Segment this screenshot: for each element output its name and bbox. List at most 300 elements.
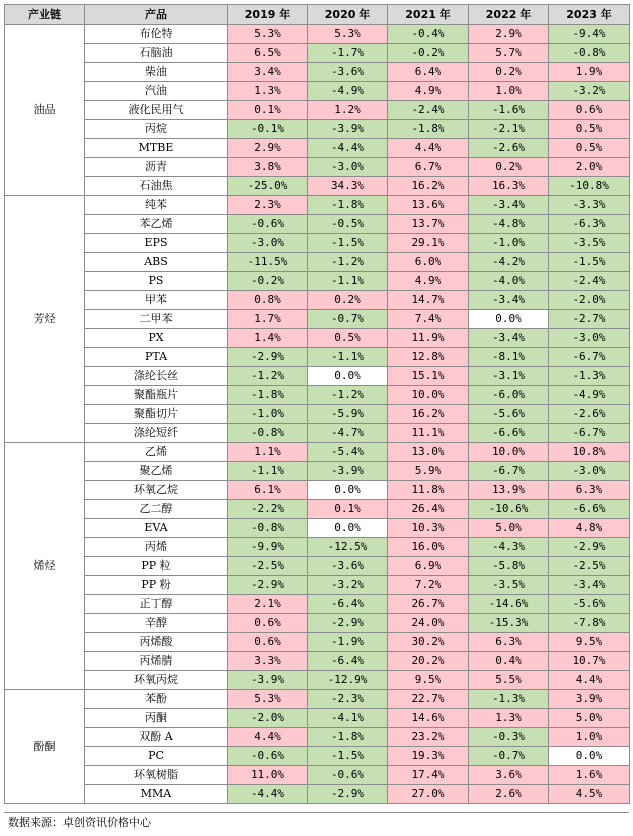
value-cell: 6.7% [388,158,469,177]
value-cell: 2.0% [549,158,630,177]
value-cell: 1.0% [549,728,630,747]
value-cell: 6.3% [469,633,549,652]
value-cell: 11.1% [388,424,469,443]
value-cell: -4.9% [549,386,630,405]
value-cell: 1.3% [469,709,549,728]
table-row [5,348,630,367]
value-cell: -0.3% [469,728,549,747]
product-name: 辛醇 [85,614,228,633]
value-cell: -9.9% [228,538,308,557]
table-row [5,576,630,595]
table-row [5,766,630,785]
value-cell: 2.9% [228,139,308,158]
value-cell: 0.2% [469,158,549,177]
value-cell: -4.7% [308,424,388,443]
table-body [5,25,630,804]
value-cell: -5.4% [308,443,388,462]
product-name: 聚酯切片 [85,405,228,424]
product-name: 环氧乙烷 [85,481,228,500]
value-cell: 0.0% [308,519,388,538]
value-cell: 27.0% [388,785,469,804]
product-name: EVA [85,519,228,538]
value-cell: 5.9% [388,462,469,481]
header-product: 产品 [85,5,228,25]
product-name: 布伦特 [85,25,228,44]
value-cell: -4.4% [308,139,388,158]
product-name: 环氧丙烷 [85,671,228,690]
value-cell: 10.0% [469,443,549,462]
value-cell: -3.3% [549,196,630,215]
value-cell: -3.4% [469,196,549,215]
value-cell: 13.0% [388,443,469,462]
value-cell: -2.4% [549,272,630,291]
value-cell: 5.3% [228,690,308,709]
value-cell: -12.5% [308,538,388,557]
table-row [5,25,630,44]
product-name: 正丁醇 [85,595,228,614]
table-row [5,253,630,272]
price-change-table [4,4,630,804]
table-row [5,63,630,82]
value-cell: -1.9% [308,633,388,652]
table-row [5,291,630,310]
value-cell: 7.4% [388,310,469,329]
value-cell: -3.4% [469,291,549,310]
value-cell: -2.3% [308,690,388,709]
value-cell: 6.1% [228,481,308,500]
value-cell: 14.7% [388,291,469,310]
value-cell: 1.7% [228,310,308,329]
value-cell: -1.3% [549,367,630,386]
value-cell: -6.4% [308,652,388,671]
chain-group-label: 烯烃 [5,443,85,690]
value-cell: 10.0% [388,386,469,405]
product-name: EPS [85,234,228,253]
value-cell: 4.4% [388,139,469,158]
value-cell: -3.4% [469,329,549,348]
value-cell: 24.0% [388,614,469,633]
value-cell: -5.6% [469,405,549,424]
value-cell: -2.9% [308,614,388,633]
chain-group-label: 油品 [5,25,85,196]
value-cell: 16.2% [388,405,469,424]
value-cell: 14.6% [388,709,469,728]
value-cell: 6.5% [228,44,308,63]
value-cell: -1.6% [469,101,549,120]
value-cell: -8.1% [469,348,549,367]
value-cell: -1.5% [549,253,630,272]
value-cell: 7.2% [388,576,469,595]
value-cell: -2.0% [228,709,308,728]
value-cell: 29.1% [388,234,469,253]
value-cell: 1.4% [228,329,308,348]
value-cell: -6.7% [549,348,630,367]
table-row [5,329,630,348]
value-cell: -1.8% [308,728,388,747]
value-cell: -1.2% [228,367,308,386]
value-cell: -1.1% [308,348,388,367]
value-cell: 0.1% [228,101,308,120]
value-cell: 11.8% [388,481,469,500]
table-row [5,82,630,101]
value-cell: 19.3% [388,747,469,766]
header-2021: 2021 年 [388,5,469,25]
value-cell: -5.9% [308,405,388,424]
value-cell: -1.8% [228,386,308,405]
value-cell: 3.8% [228,158,308,177]
value-cell: -4.2% [469,253,549,272]
value-cell: 22.7% [388,690,469,709]
value-cell: -4.9% [308,82,388,101]
value-cell: 2.3% [228,196,308,215]
value-cell: -3.4% [549,576,630,595]
value-cell: 26.7% [388,595,469,614]
value-cell: 15.1% [388,367,469,386]
value-cell: -6.0% [469,386,549,405]
value-cell: -6.7% [469,462,549,481]
value-cell: -5.6% [549,595,630,614]
product-name: 液化民用气 [85,101,228,120]
value-cell: -0.6% [228,215,308,234]
source-divider [4,812,629,813]
table-row [5,424,630,443]
value-cell: 0.0% [469,310,549,329]
value-cell: 11.0% [228,766,308,785]
value-cell: -2.1% [469,120,549,139]
product-name: 乙烯 [85,443,228,462]
product-name: 涤纶短纤 [85,424,228,443]
value-cell: -25.0% [228,177,308,196]
value-cell: -7.8% [549,614,630,633]
value-cell: -3.0% [228,234,308,253]
value-cell: 1.6% [549,766,630,785]
value-cell: -3.0% [308,158,388,177]
value-cell: -1.8% [308,196,388,215]
value-cell: -6.7% [549,424,630,443]
value-cell: -1.1% [308,272,388,291]
source-note: 数据来源：卓创资讯价格中心 [8,816,151,829]
product-name: 聚乙烯 [85,462,228,481]
value-cell: -2.4% [388,101,469,120]
table-row [5,633,630,652]
product-name: 苯乙烯 [85,215,228,234]
value-cell: -3.6% [308,63,388,82]
value-cell: -2.0% [549,291,630,310]
value-cell: -6.6% [469,424,549,443]
table-row [5,462,630,481]
value-cell: 16.3% [469,177,549,196]
value-cell: -1.2% [308,386,388,405]
header-2023: 2023 年 [549,5,630,25]
value-cell: -9.4% [549,25,630,44]
value-cell: -4.3% [469,538,549,557]
value-cell: 23.2% [388,728,469,747]
table-row [5,614,630,633]
value-cell: -14.6% [469,595,549,614]
value-cell: -3.0% [549,462,630,481]
chain-group-label: 酚酮 [5,690,85,804]
value-cell: -1.0% [469,234,549,253]
table-row [5,272,630,291]
value-cell: 2.6% [469,785,549,804]
value-cell: 0.6% [228,633,308,652]
table-row [5,196,630,215]
value-cell: -0.1% [228,120,308,139]
product-name: 环氧树脂 [85,766,228,785]
value-cell: -0.8% [228,424,308,443]
product-name: 汽油 [85,82,228,101]
value-cell: -4.8% [469,215,549,234]
value-cell: -3.6% [308,557,388,576]
value-cell: 0.1% [308,500,388,519]
header-row [5,5,630,25]
value-cell: -0.5% [308,215,388,234]
value-cell: -2.2% [228,500,308,519]
value-cell: 5.5% [469,671,549,690]
table-row [5,671,630,690]
table-row [5,709,630,728]
value-cell: -10.8% [549,177,630,196]
value-cell: 1.1% [228,443,308,462]
value-cell: -0.6% [228,747,308,766]
value-cell: -5.8% [469,557,549,576]
value-cell: 4.9% [388,82,469,101]
table-row [5,690,630,709]
value-cell: 2.9% [469,25,549,44]
table-row [5,177,630,196]
value-cell: 16.0% [388,538,469,557]
product-name: PTA [85,348,228,367]
product-name: 石脑油 [85,44,228,63]
product-name: 二甲苯 [85,310,228,329]
product-name: 双酚 A [85,728,228,747]
product-name: PP 粒 [85,557,228,576]
product-name: 甲苯 [85,291,228,310]
table-row [5,747,630,766]
product-name: 石油焦 [85,177,228,196]
value-cell: 0.8% [228,291,308,310]
value-cell: -0.6% [308,766,388,785]
value-cell: 4.8% [549,519,630,538]
value-cell: 4.4% [549,671,630,690]
table-row [5,405,630,424]
value-cell: -0.7% [469,747,549,766]
product-name: PC [85,747,228,766]
value-cell: 3.3% [228,652,308,671]
product-name: 丙烯腈 [85,652,228,671]
value-cell: -2.6% [469,139,549,158]
product-name: 丙烷 [85,120,228,139]
table-row [5,139,630,158]
value-cell: 0.0% [549,747,630,766]
header-2022: 2022 年 [469,5,549,25]
value-cell: -1.5% [308,747,388,766]
product-name: ABS [85,253,228,272]
value-cell: -2.9% [228,348,308,367]
value-cell: -2.5% [549,557,630,576]
value-cell: 1.3% [228,82,308,101]
value-cell: -1.2% [308,253,388,272]
table-row [5,785,630,804]
value-cell: 20.2% [388,652,469,671]
table-row [5,310,630,329]
table-row [5,120,630,139]
value-cell: 0.0% [308,367,388,386]
value-cell: 0.5% [308,329,388,348]
value-cell: 10.3% [388,519,469,538]
product-name: PP 粉 [85,576,228,595]
value-cell: -0.8% [228,519,308,538]
value-cell: -3.9% [228,671,308,690]
table-row [5,215,630,234]
value-cell: -4.1% [308,709,388,728]
value-cell: 5.0% [469,519,549,538]
value-cell: -2.9% [228,576,308,595]
value-cell: -0.2% [228,272,308,291]
value-cell: 0.0% [308,481,388,500]
value-cell: -3.9% [308,462,388,481]
value-cell: 0.6% [549,101,630,120]
value-cell: -3.5% [469,576,549,595]
product-name: 聚酯瓶片 [85,386,228,405]
value-cell: 2.1% [228,595,308,614]
table-row [5,519,630,538]
value-cell: -1.1% [228,462,308,481]
value-cell: 4.4% [228,728,308,747]
value-cell: 0.5% [549,139,630,158]
product-name: 苯酚 [85,690,228,709]
value-cell: 4.9% [388,272,469,291]
product-name: 丙烯 [85,538,228,557]
value-cell: -3.2% [308,576,388,595]
value-cell: 11.9% [388,329,469,348]
value-cell: 30.2% [388,633,469,652]
value-cell: -1.3% [469,690,549,709]
value-cell: -1.0% [228,405,308,424]
value-cell: 5.3% [308,25,388,44]
value-cell: 10.7% [549,652,630,671]
product-name: MMA [85,785,228,804]
table-row [5,481,630,500]
value-cell: -12.9% [308,671,388,690]
value-cell: -6.6% [549,500,630,519]
value-cell: -2.7% [549,310,630,329]
value-cell: -0.8% [549,44,630,63]
table-row [5,234,630,253]
value-cell: -15.3% [469,614,549,633]
value-cell: -4.0% [469,272,549,291]
table-row [5,158,630,177]
table-row [5,443,630,462]
chain-group-label: 芳烃 [5,196,85,443]
table-row [5,44,630,63]
product-name: 纯苯 [85,196,228,215]
value-cell: 34.3% [308,177,388,196]
value-cell: 13.9% [469,481,549,500]
value-cell: 1.0% [469,82,549,101]
value-cell: 6.3% [549,481,630,500]
table-row [5,557,630,576]
value-cell: 6.0% [388,253,469,272]
value-cell: -6.3% [549,215,630,234]
value-cell: 13.7% [388,215,469,234]
product-name: PS [85,272,228,291]
value-cell: 9.5% [388,671,469,690]
value-cell: -2.9% [308,785,388,804]
table-row [5,367,630,386]
value-cell: 1.9% [549,63,630,82]
table-row [5,101,630,120]
value-cell: -0.7% [308,310,388,329]
value-cell: -2.9% [549,538,630,557]
table-row [5,728,630,747]
value-cell: -0.4% [388,25,469,44]
value-cell: 0.2% [469,63,549,82]
header-2020: 2020 年 [308,5,388,25]
value-cell: 9.5% [549,633,630,652]
value-cell: -4.4% [228,785,308,804]
value-cell: -6.4% [308,595,388,614]
product-name: 涤纶长丝 [85,367,228,386]
value-cell: 5.3% [228,25,308,44]
value-cell: 1.2% [308,101,388,120]
table-row [5,595,630,614]
value-cell: 0.2% [308,291,388,310]
value-cell: -3.5% [549,234,630,253]
value-cell: -10.6% [469,500,549,519]
value-cell: 0.4% [469,652,549,671]
value-cell: -3.1% [469,367,549,386]
value-cell: 17.4% [388,766,469,785]
value-cell: 0.5% [549,120,630,139]
table-row [5,538,630,557]
value-cell: 3.4% [228,63,308,82]
product-name: 柴油 [85,63,228,82]
product-name: PX [85,329,228,348]
value-cell: -1.5% [308,234,388,253]
header-2019: 2019 年 [228,5,308,25]
value-cell: 13.6% [388,196,469,215]
value-cell: -1.8% [388,120,469,139]
product-name: 丙酮 [85,709,228,728]
header-chain: 产业链 [5,5,85,25]
value-cell: 12.8% [388,348,469,367]
table-row [5,386,630,405]
value-cell: -2.5% [228,557,308,576]
value-cell: 3.9% [549,690,630,709]
value-cell: -2.6% [549,405,630,424]
product-name: 乙二醇 [85,500,228,519]
table-row [5,500,630,519]
value-cell: 5.7% [469,44,549,63]
product-name: 丙烯酸 [85,633,228,652]
value-cell: 5.0% [549,709,630,728]
value-cell: 4.5% [549,785,630,804]
value-cell: -3.9% [308,120,388,139]
value-cell: -3.2% [549,82,630,101]
value-cell: -0.2% [388,44,469,63]
value-cell: 10.8% [549,443,630,462]
value-cell: 26.4% [388,500,469,519]
table-row [5,652,630,671]
value-cell: 0.6% [228,614,308,633]
value-cell: 3.6% [469,766,549,785]
product-name: 沥青 [85,158,228,177]
value-cell: 16.2% [388,177,469,196]
product-name: MTBE [85,139,228,158]
value-cell: 6.9% [388,557,469,576]
value-cell: -3.0% [549,329,630,348]
